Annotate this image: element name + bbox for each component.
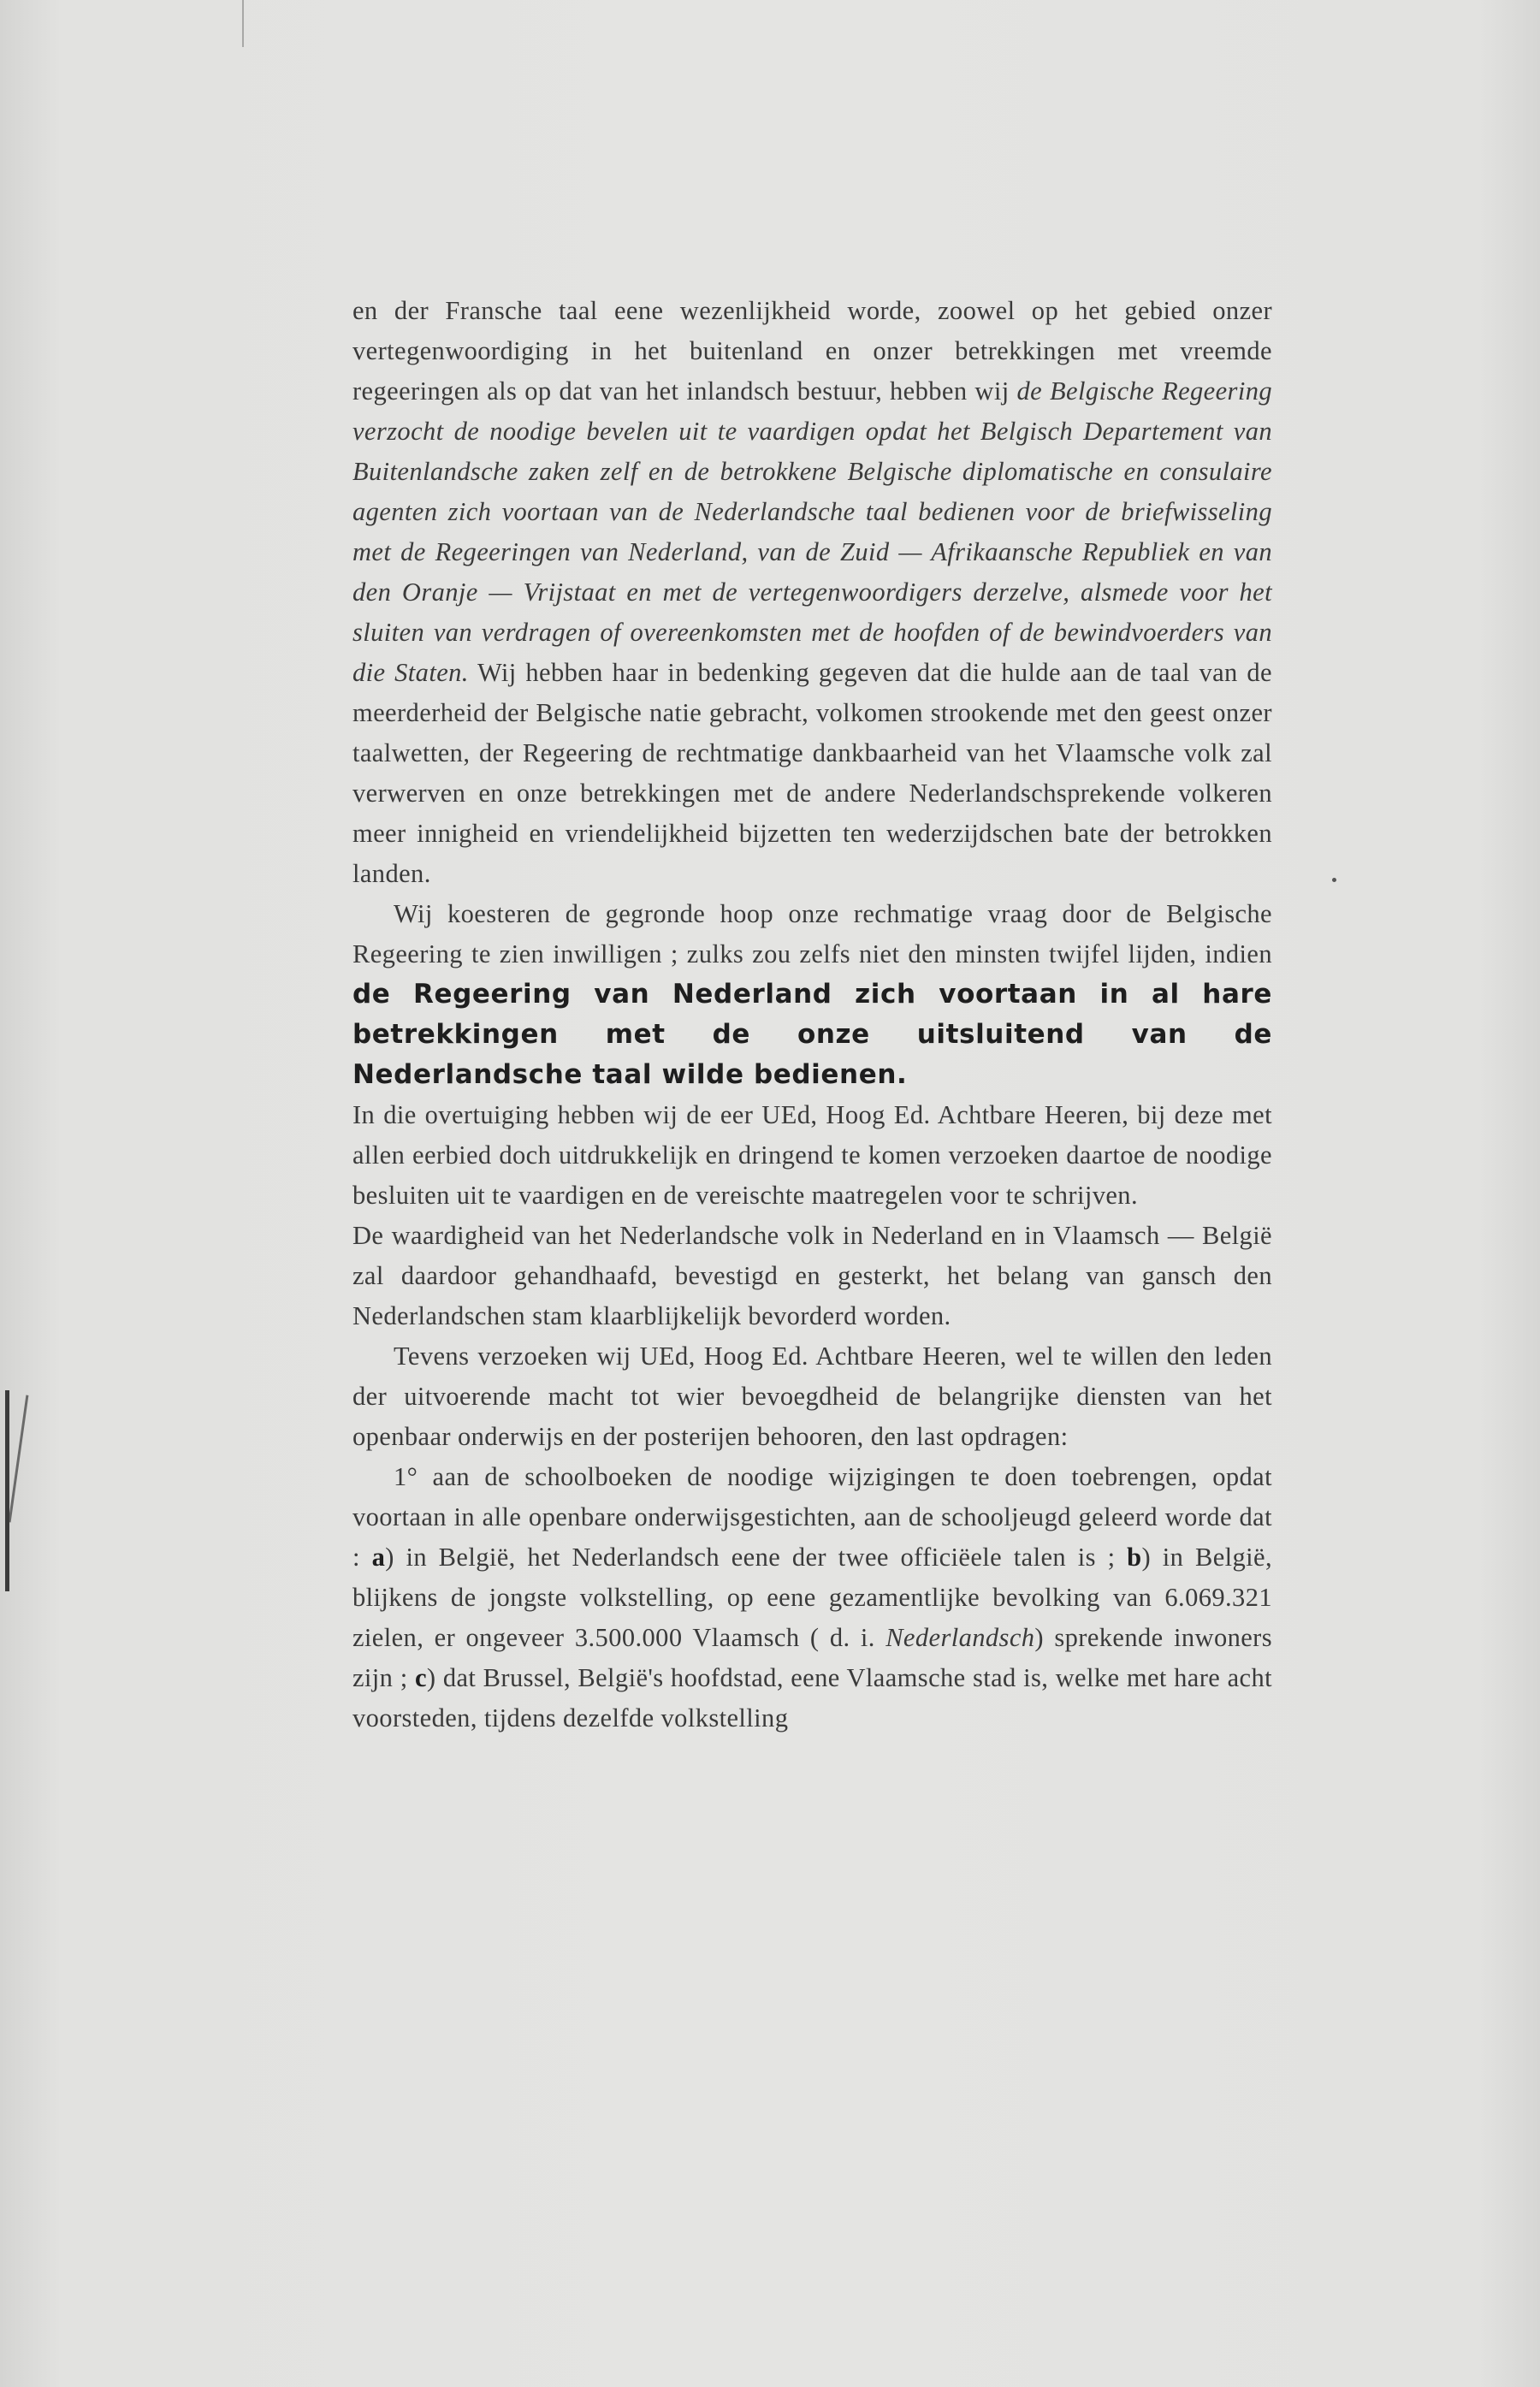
paragraph-2-text: Wij koesteren de gegronde hoop onze rechmatige vraag door de Belgische Regeering te zien inwilligen ; zulks zou zelfs niet den minsten twijfel lijden, indien	[352, 899, 1272, 968]
paragraph-1-text-end: Wij hebben haar in bedenking gegeven dat die hulde aan de taal van de meerderheid der Belgische natie gebracht, volkomen strookende met den geest onzer taalwetten, der Regeering de rechtmatige dankbaarheid van het Vlaamsche volk zal verwerven en onze betrekkingen met de andere Nederlandschsprekende volkeren meer innigheid en vriendelijkheid bijzetten ten wederzijdschen bate der betrokken landen.	[352, 658, 1272, 888]
paragraph-3	[352, 1095, 1272, 1216]
top-edge-mark	[242, 0, 244, 47]
paragraph-6-text-e: ) dat Brussel, België's hoofdstad, eene Vlaamsche stad is, welke met hare acht voorsteden, tijdens dezelfde volkstelling	[352, 1663, 1272, 1732]
paragraph-5	[352, 1336, 1272, 1457]
paragraph-2	[352, 894, 1272, 1095]
paragraph-1-italic: de Belgische Regeering verzocht de noodige bevelen uit te vaardigen opdat het Belgisch Departement van Buitenlandsche zaken zelf en de betrokkene Belgische diplomatische en consulaire agenten zich voortaan van de Nederlandsche taal bedienen voor de briefwisseling met de Regeeringen van Nederland, van de Zuid — Afrikaansche Republiek en van den Oranje — Vrijstaat en met de vertegenwoordigers derzelve, alsmede voor het sluiten van verdragen of overeenkomsten met de hoofden of de bewindvoerders van die Staten.	[352, 376, 1272, 687]
paragraph-1-text: en der Fransche taal eene wezenlijkheid worde, zoowel op het gebied onzer vertegenwoordiging in het buitenland en onzer betrekkingen met vreemde regeeringen als op dat van het inlandsch bestuur, hebben wij	[352, 296, 1272, 406]
binding-mark-left	[5, 1390, 9, 1591]
paragraph-3-text: In die overtuiging hebben wij de eer UEd, Hoog Ed. Achtbare Heeren, bij deze met allen eerbied doch uitdrukkelijk en dringend te komen verzoeken daartoe de noodige besluiten uit te vaardigen en de vereischte maatregelen voor te schrijven.	[352, 1100, 1272, 1210]
paragraph-2-bold: de Regeering van Nederland zich voortaan in al hare betrekkingen met de onze uitsluitend van de Nederlandsche taal wilde bedienen.	[352, 979, 1272, 1090]
paragraph-4	[352, 1216, 1272, 1336]
speck	[1332, 878, 1336, 882]
paragraph-4-text: De waardigheid van het Nederlandsche volk in Nederland en in Vlaamsch — België zal daardoor gehandhaafd, bevestigd en gesterkt, het belang van gansch den Nederlandschen stam klaarblijkelijk bevorderd worden.	[352, 1221, 1272, 1330]
paragraph-1	[352, 291, 1272, 894]
paragraph-6-text-d: ) sprekende inwoners zijn ;	[352, 1623, 1273, 1692]
paragraph-6-italic: Nederlandsch	[886, 1623, 1035, 1652]
paragraph-6-text: 1° aan de schoolboeken de noodige wijzigingen te doen toebrengen, opdat voortaan in alle openbare onderwijsgestichten, aan de schooljeugd geleerd worde dat :	[352, 1462, 1272, 1572]
paragraph-6-text-b: ) in België, het Nederlandsch eene der twee officiëele talen is ;	[385, 1543, 1128, 1572]
list-label-c: c	[414, 1663, 427, 1692]
paragraph-6-text-c: ) in België, blijkens de jongste volkstelling, op eene gezamentlijke bevolking van 6.069.321 zielen, er ongeveer 3.500.000 Vlaamsch ( d. i.	[352, 1543, 1273, 1652]
list-label-b: b	[1127, 1543, 1142, 1572]
paragraph-5-text: Tevens verzoeken wij UEd, Hoog Ed. Achtbare Heeren, wel te willen den leden der uitvoerende macht tot wier bevoegdheid de belangrijke diensten van het openbaar onderwijs en der posterijen behooren, den last opdragen:	[352, 1342, 1272, 1451]
paragraph-6	[352, 1457, 1272, 1738]
list-label-a: a	[371, 1543, 386, 1572]
document-body	[352, 291, 1272, 1738]
